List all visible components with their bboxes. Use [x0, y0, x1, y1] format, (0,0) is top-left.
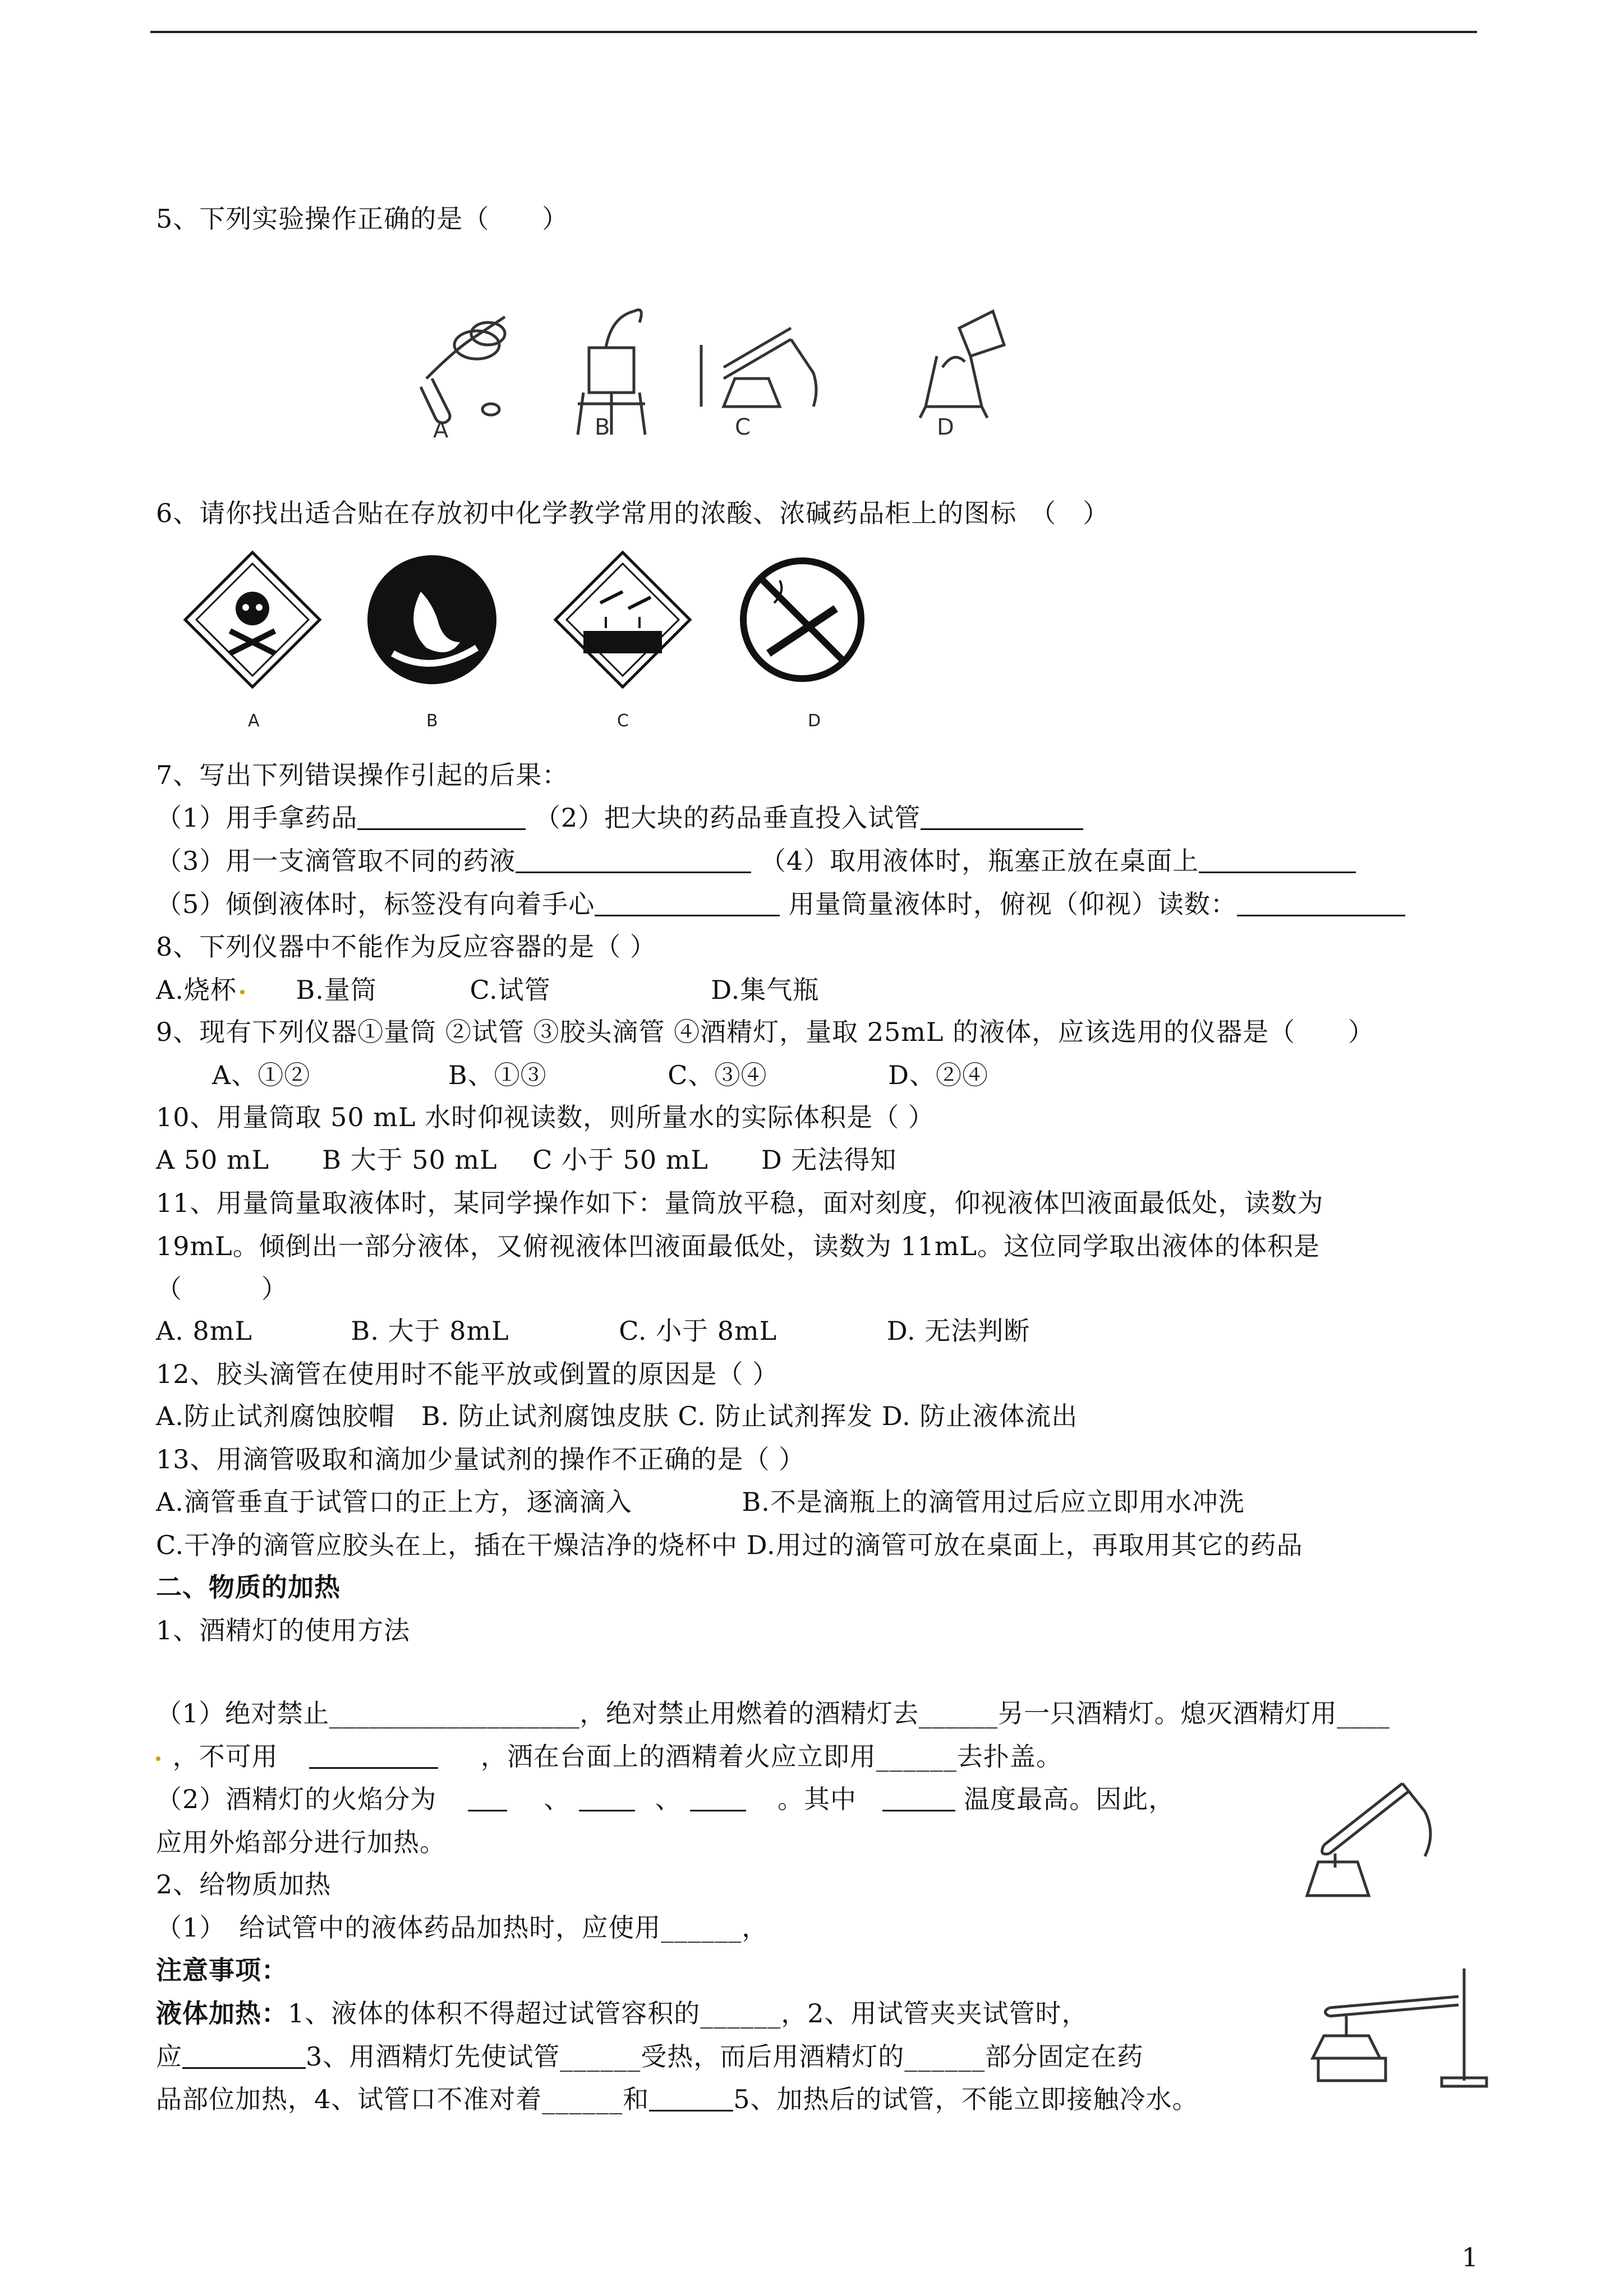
q11-option-b: B. 大于 8mL — [351, 1316, 509, 1346]
q12-text: 12、胶头滴管在使用时不能平放或倒置的原因是（ ） — [156, 1359, 779, 1389]
s2-line1: （1） 给试管中的液体药品加热时，应使用______， — [156, 1912, 769, 1943]
q5-label-b: B — [595, 414, 610, 440]
q10-text: 10、用量筒取 50 mL 水时仰视读数，则所量水的实际体积是（ ） — [156, 1102, 935, 1132]
s1-blank-flame1[interactable] — [468, 1785, 507, 1811]
q6-label-d: D — [808, 711, 821, 731]
header-rule — [150, 31, 1477, 33]
q5-figures — [387, 294, 1060, 440]
s1-line3a: （2）酒精灯的火焰分为 — [156, 1784, 437, 1814]
page-number: 1 — [1461, 2242, 1478, 2272]
s2-blank-clip[interactable] — [182, 2043, 306, 2069]
s2-liquid-label: 液体加热： — [156, 1998, 288, 2028]
q11-line2: 19mL。倾倒出一部分液体，又俯视液体凹液面最低处，读数为 11mL。这位同学取出液体的体积是 — [156, 1231, 1321, 1261]
corrosive-sign-icon — [555, 552, 690, 687]
s2-title: 2、给物质加热 — [156, 1869, 332, 1899]
q13-options-cd: C.干净的滴管应胶头在上，插在干燥洁净的烧杯中 D.用过的滴管可放在桌面上，再取用其它的药品 — [156, 1530, 1303, 1560]
q9-option-a: A、①② — [212, 1060, 311, 1090]
q5-figure-b — [578, 310, 645, 435]
s1-blank-flame3[interactable] — [690, 1785, 746, 1811]
s1-line2a: ，不可用 — [172, 1741, 278, 1772]
q7-blank4[interactable] — [1199, 847, 1356, 873]
q13-option-a: A.滴管垂直于试管口的正上方，逐滴滴入 — [156, 1487, 632, 1517]
q7-blank2[interactable] — [921, 804, 1083, 830]
q7-blank5[interactable] — [595, 890, 780, 916]
q8-option-b: B.量筒 — [296, 975, 377, 1005]
q11-option-c: C. 小于 8mL — [619, 1316, 778, 1346]
heating-test-tube-figure — [1290, 1761, 1459, 1907]
s1-line3b: 、 — [544, 1784, 571, 1814]
q11-option-a: A. 8mL — [156, 1316, 252, 1346]
q7-item1: （1）用手拿药品 — [156, 803, 358, 833]
q5-figure-a — [421, 317, 505, 423]
q7-title: 7、写出下列错误操作引起的后果： — [156, 760, 569, 790]
q5-figure-c — [701, 328, 816, 407]
q12-options: A.防止试剂腐蚀胶帽 B. 防止试剂腐蚀皮肤 C. 防止试剂挥发 D. 防止液体流出 — [156, 1401, 1078, 1431]
q10-options: A 50 mL B 大于 50 mL C 小于 50 mL D 无法得知 — [156, 1145, 897, 1175]
q5-figure-d — [920, 311, 1004, 418]
q9-option-d: D、②④ — [888, 1060, 989, 1090]
q7-blank6[interactable] — [1237, 890, 1405, 916]
q7-blank1[interactable] — [357, 804, 526, 830]
q6-label-c: C — [617, 711, 629, 731]
s2-line2: 1、液体的体积不得超过试管容积的______，2、用试管夹夹试管时， — [288, 1998, 1088, 2028]
s1-title: 1、酒精灯的使用方法 — [156, 1615, 411, 1645]
s2-line3a: 应 — [156, 2041, 182, 2072]
q11-line3: （ ） — [156, 1274, 288, 1304]
s1-blank-not-use[interactable] — [309, 1742, 438, 1769]
q13-text: 13、用滴管吸取和滴加少量试剂的操作不正确的是（ ） — [156, 1444, 806, 1474]
q13-option-b: B.不是滴瓶上的滴管用过后应立即用水冲洗 — [742, 1487, 1245, 1517]
q7-item6: 用量筒量液体时，俯视（仰视）读数： — [788, 889, 1237, 919]
s1-line3d: 。其中 — [778, 1784, 857, 1814]
section2-heading: 二、物质的加热 — [156, 1572, 341, 1602]
q6-label-b: B — [426, 711, 438, 731]
s2-line4b: 5、加热后的试管，不能立即接触冷水。 — [733, 2084, 1199, 2114]
q5-label-d: D — [937, 414, 954, 440]
q7-item5: （5）倾倒液体时，标签没有向着手心 — [156, 889, 595, 919]
q6-text: 6、请你找出适合贴在存放初中化学教学常用的浓酸、浓碱药品柜上的图标 （ ） — [156, 498, 1110, 528]
q8-text: 8、下列仪器中不能作为反应容器的是（ ） — [156, 932, 656, 962]
q5-label-c: C — [735, 414, 751, 440]
s1-line1: （1）绝对禁止___________________，绝对禁止用燃着的酒精灯去______另一只酒精灯。熄灭酒精灯用____ — [156, 1698, 1390, 1728]
q8-option-a: A.烧杯 — [156, 975, 237, 1005]
s2-blank-facing[interactable] — [649, 2085, 733, 2111]
q7-item4: （4）取用液体时，瓶塞正放在桌面上 — [760, 846, 1199, 876]
q7-item2: （2）把大块的药品垂直投入试管 — [534, 803, 921, 833]
no-smoking-sign-icon — [743, 561, 861, 679]
s1-blank-hottest[interactable] — [882, 1785, 955, 1811]
s2-line3b: 3、用酒精灯先使试管______受热，而后用酒精灯的______部分固定在药 — [306, 2041, 1144, 2072]
q8-option-c: C.试管 — [470, 975, 551, 1005]
heating-apparatus-figure — [1273, 1963, 1492, 2092]
q7-item3: （3）用一支滴管取不同的药液 — [156, 846, 516, 876]
s1-line4: 应用外焰部分进行加热。 — [156, 1827, 446, 1857]
q6-hazard-signs — [180, 547, 909, 737]
q5-text: 5、下列实验操作正确的是（ ） — [156, 204, 569, 234]
q8-option-d: D.集气瓶 — [711, 975, 820, 1005]
q11-option-d: D. 无法判断 — [886, 1316, 1030, 1346]
q9-text: 9、现有下列仪器①量筒 ②试管 ③胶头滴管 ④酒精灯，量取 25mL 的液体，应该选用的仪器是（ ） — [156, 1017, 1375, 1047]
s1-blank-flame2[interactable] — [579, 1785, 635, 1811]
s1-line3e: 温度最高。因此， — [964, 1784, 1175, 1814]
q9-option-c: C、③④ — [668, 1060, 767, 1090]
q5-label-a: A — [433, 417, 449, 440]
q9-option-b: B、①③ — [448, 1060, 547, 1090]
s1-line2b: ，洒在台面上的酒精着火应立即用______去扑盖。 — [480, 1741, 1062, 1772]
toxic-sign-icon — [185, 552, 320, 687]
q7-blank3[interactable] — [516, 847, 751, 873]
q11-line1: 11、用量筒量取液体时，某同学操作如下：量筒放平稳，面对刻度，仰视液体凹液面最低处，读数为 — [156, 1188, 1324, 1218]
flame-sign-icon — [367, 555, 496, 684]
s2-notice: 注意事项： — [156, 1955, 288, 1985]
s2-line4a: 品部位加热，4、试管口不准对着______和 — [156, 2084, 650, 2114]
q6-label-a: A — [248, 711, 260, 731]
s1-line3c: 、 — [655, 1784, 682, 1814]
